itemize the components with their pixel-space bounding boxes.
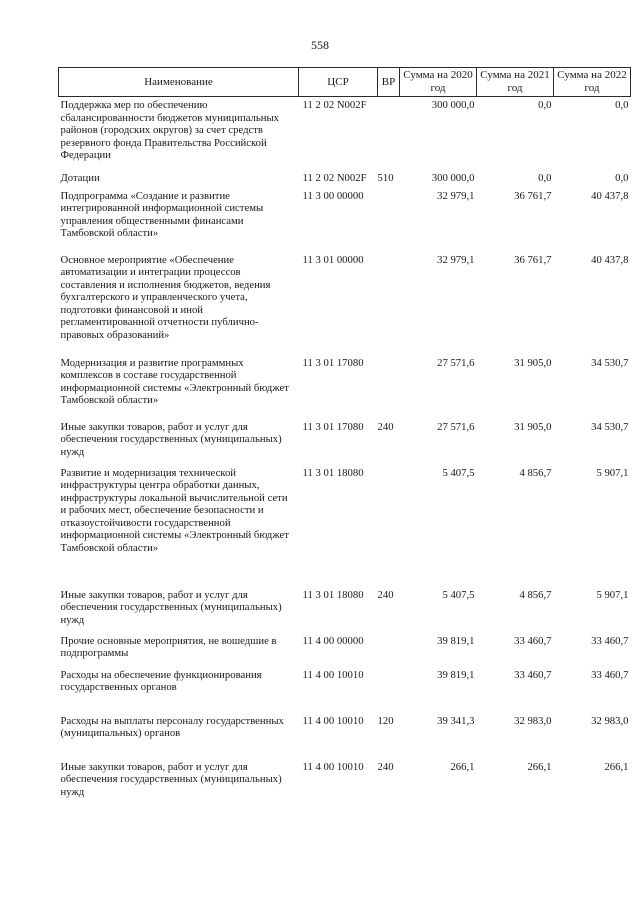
page-number: 558	[311, 38, 329, 52]
row-sum-2021: 36 761,7	[514, 189, 552, 202]
row-sum-2021: 33 460,7	[514, 634, 552, 647]
row-name: Расходы на выплаты персоналу государственных (муниципальных) органов	[60, 714, 284, 740]
table-row	[59, 97, 631, 172]
row-sum-2020: 300 000,0	[431, 171, 475, 184]
table-header-row	[59, 68, 631, 97]
header-name: Наименование	[59, 68, 299, 97]
row-sum-2020: 266,1	[450, 760, 475, 773]
row-csr: 11 3 00 00000	[302, 189, 364, 202]
row-sum-2020: 39 819,1	[437, 634, 475, 647]
row-sum-2021: 0,0	[538, 171, 552, 184]
table-row	[59, 421, 631, 467]
row-csr: 11 3 01 18080	[302, 466, 364, 479]
table-row	[59, 254, 631, 357]
row-sum-2020: 39 819,1	[437, 668, 475, 681]
row-vr	[378, 669, 400, 715]
row-name: Иные закупки товаров, работ и услуг для обеспечения государственных (муниципальных) нужд	[60, 588, 282, 626]
header-vr: ВР	[378, 68, 400, 97]
row-sum-2020: 5 407,5	[442, 466, 475, 479]
row-csr: 11 4 00 10010	[302, 668, 364, 681]
row-sum-2022: 40 437,8	[591, 189, 629, 202]
row-sum-2021: 4 856,7	[519, 588, 552, 601]
table-row	[59, 761, 631, 807]
row-sum-2022: 40 437,8	[591, 253, 629, 266]
row-name: Иные закупки товаров, работ и услуг для обеспечения государственных (муниципальных) нужд	[60, 760, 282, 798]
row-vr	[378, 254, 400, 357]
row-vr: 240	[377, 420, 394, 433]
budget-table	[58, 67, 631, 807]
row-sum-2020: 32 979,1	[437, 253, 475, 266]
row-vr	[378, 635, 400, 669]
table-row	[59, 669, 631, 715]
table-row	[59, 172, 631, 190]
table-row	[59, 635, 631, 669]
row-name: Развитие и модернизация технической инфраструктуры центра обработки данных, инфраструктуры локальной вычислительной сети и рабочих мест, обеспечение безопасности и отказоустойчивости государственной информационной системы «Электронный бюджет Тамбовской области»	[60, 466, 289, 555]
row-name: Иные закупки товаров, работ и услуг для обеспечения государственных (муниципальных) нужд	[60, 420, 282, 458]
row-sum-2020: 300 000,0	[431, 99, 475, 111]
row-vr: 240	[377, 760, 394, 773]
header-csr: ЦСР	[299, 68, 378, 97]
row-vr	[378, 190, 400, 254]
table-row	[59, 715, 631, 761]
row-sum-2022: 0,0	[615, 171, 629, 184]
row-sum-2021: 266,1	[527, 760, 552, 773]
row-sum-2021: 36 761,7	[514, 253, 552, 266]
row-csr: 11 3 01 00000	[302, 253, 364, 266]
row-vr	[378, 357, 400, 421]
row-csr: 11 4 00 10010	[302, 714, 364, 727]
row-sum-2020: 27 571,6	[437, 420, 475, 433]
row-sum-2022: 34 530,7	[591, 420, 629, 433]
row-name: Прочие основные мероприятия, не вошедшие в подпрограммы	[60, 634, 277, 660]
header-sum-2021: Сумма на 2021 год	[477, 68, 554, 97]
row-vr	[378, 97, 400, 172]
table-row	[59, 357, 631, 421]
row-name: Основное мероприятие «Обеспечение автоматизации и интеграции процессов составления и исполнения бюджетов, ведения бухгалтерского и управленческого учета, подготовки финансовой и иной регламентированной отчетности публично-правовых образований»	[60, 253, 271, 342]
row-sum-2021: 0,0	[538, 99, 552, 111]
row-name: Расходы на обеспечение функционирования государственных органов	[60, 668, 262, 694]
row-vr: 510	[377, 171, 394, 184]
row-sum-2022: 0,0	[615, 99, 629, 111]
row-sum-2021: 33 460,7	[514, 668, 552, 681]
row-csr: 11 2 02 N002F	[302, 171, 367, 184]
table-row	[59, 589, 631, 635]
row-sum-2022: 5 907,1	[596, 466, 629, 479]
row-sum-2021: 4 856,7	[519, 466, 552, 479]
row-sum-2020: 5 407,5	[442, 588, 475, 601]
table-row	[59, 467, 631, 589]
row-vr	[378, 467, 400, 589]
header-sum-2020: Сумма на 2020 год	[400, 68, 477, 97]
row-sum-2022: 33 460,7	[591, 668, 629, 681]
row-sum-2022: 33 460,7	[591, 634, 629, 647]
table-row	[59, 190, 631, 254]
row-sum-2022: 34 530,7	[591, 356, 629, 369]
row-csr: 11 3 01 17080	[302, 420, 364, 433]
row-sum-2020: 32 979,1	[437, 189, 475, 202]
row-csr: 11 2 02 N002F	[302, 99, 367, 111]
row-sum-2022: 266,1	[604, 760, 629, 773]
row-csr: 11 3 01 18080	[302, 588, 364, 601]
row-name: Поддержка мер по обеспечению сбалансированности бюджетов муниципальных районов (городских округов) за счет средств резервного фонда Правительства Российской Федерации	[60, 99, 279, 162]
row-sum-2021: 31 905,0	[514, 356, 552, 369]
row-sum-2021: 32 983,0	[514, 714, 552, 727]
row-vr: 240	[377, 588, 394, 601]
row-csr: 11 3 01 17080	[302, 356, 364, 369]
row-sum-2021: 31 905,0	[514, 420, 552, 433]
row-sum-2022: 5 907,1	[596, 588, 629, 601]
row-sum-2022: 32 983,0	[591, 714, 629, 727]
header-sum-2022: Сумма на 2022 год	[554, 68, 631, 97]
row-name: Дотации	[60, 171, 100, 184]
row-csr: 11 4 00 10010	[302, 760, 364, 773]
row-csr: 11 4 00 00000	[302, 634, 364, 647]
row-sum-2020: 27 571,6	[437, 356, 475, 369]
row-name: Подпрограмма «Создание и развитие интегрированной информационной системы управления общественными финансами Тамбовской области»	[60, 189, 264, 240]
row-vr: 120	[377, 714, 394, 727]
row-sum-2020: 39 341,3	[437, 714, 475, 727]
row-name: Модернизация и развитие программных комплексов в составе государственной информационной системы «Электронный бюджет Тамбовской области»	[60, 356, 289, 407]
